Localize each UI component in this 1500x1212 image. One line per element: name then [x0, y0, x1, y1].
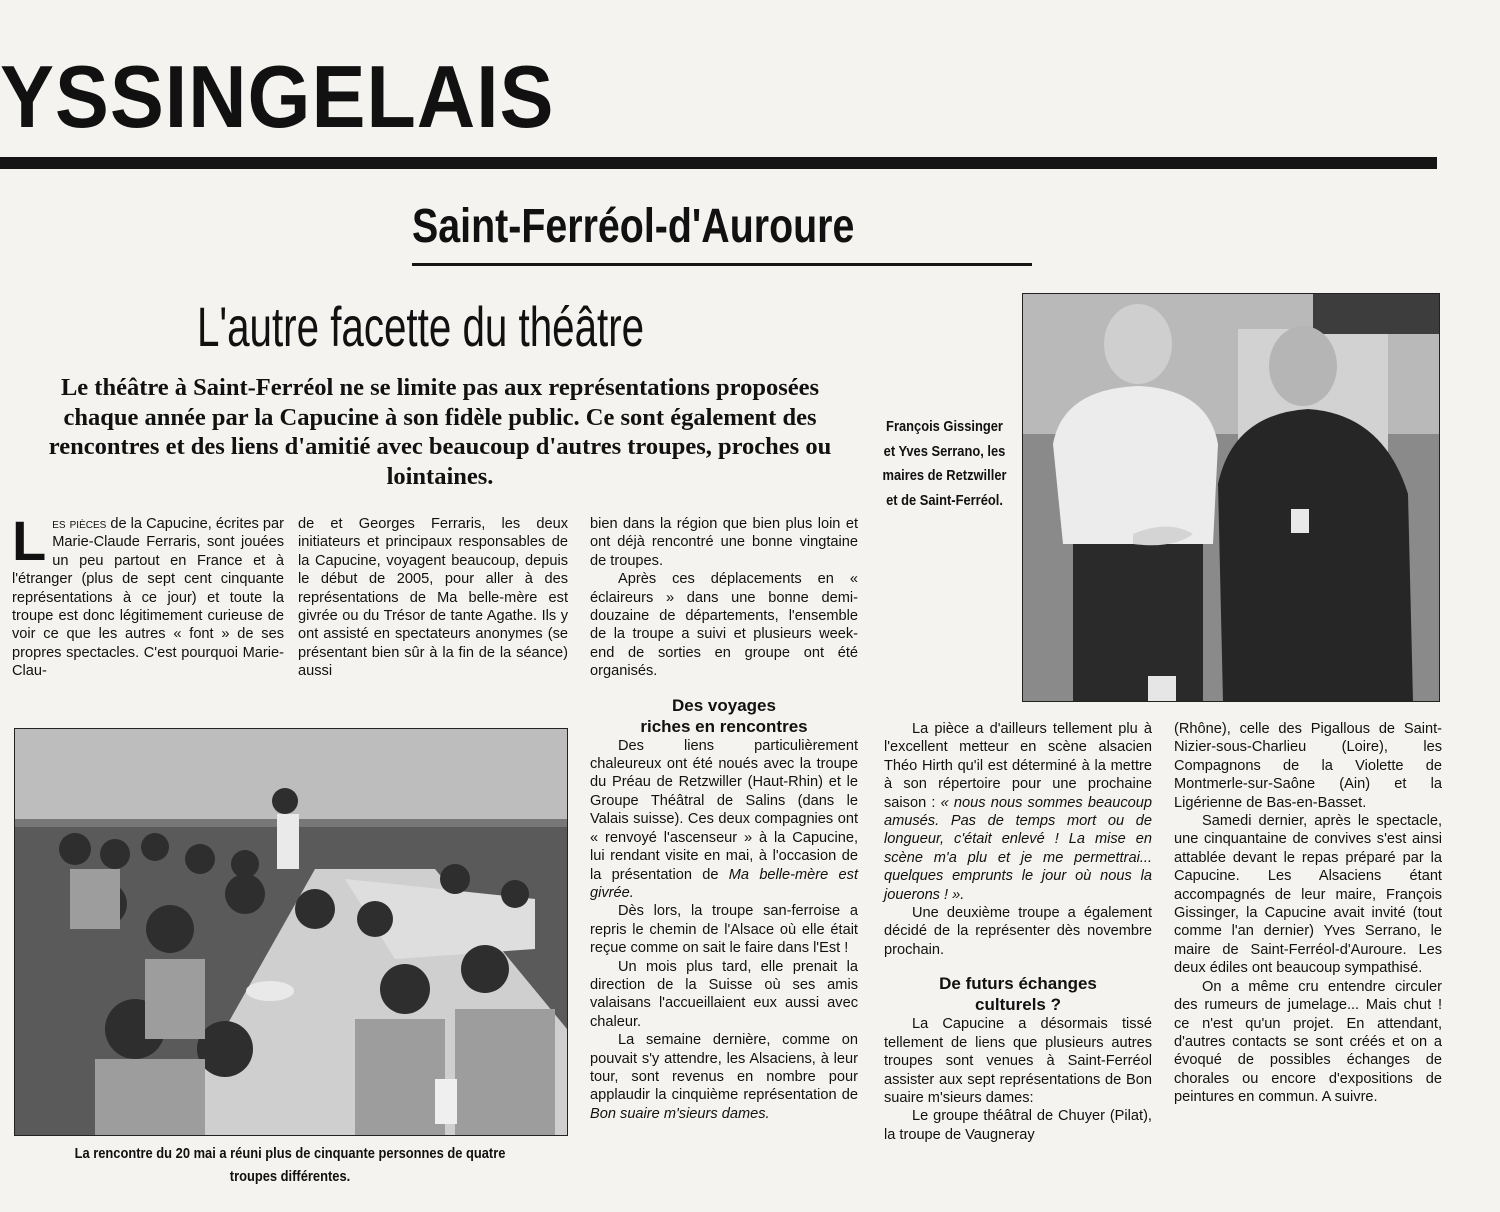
subhead-echanges-line-2: culturels ?	[975, 995, 1061, 1015]
column-3-para-5: Un mois plus tard, elle prenait la direction de la Suisse où ses amis valaisans l'accueillaient eux aussi avec chaleur.	[590, 958, 858, 1030]
column-3-para-3: Des liens particulièrement chaleureux ont été noués avec la troupe du Préau de Retzwiller (Haut-Rhin) et le Groupe Théâtral de Salins (dans le Valais suisse). Ces deux compagnies ont « renvoyé l'ascenseur » à la Capucine, lui rendant visite en mai, à l'occasion de la présentation de Ma belle-mère est givrée.	[590, 737, 859, 901]
banquet-photo	[14, 728, 568, 1136]
article-column-3	[590, 515, 858, 1123]
mayors-photo-caption: François Gissinger et Yves Serrano, les maires de Retzwiller et de Saint-Ferréol.	[882, 418, 1007, 509]
article-headline: L'autre facette du théâtre	[197, 295, 645, 358]
column-3-para-6: La semaine dernière, comme on pouvait s'y attendre, les Alsaciens, à leur tour, sont revenus en nombre pour applaudir la cinquième représentation de Bon suaire m'sieurs dames.	[590, 1032, 858, 1122]
column-4-para-3: La Capucine a désormais tissé tellement de liens que plusieurs autres troupes sont venues à Saint-Ferréol assister aux sept représentations de Bon suaire m'sieurs dames:	[884, 1016, 1152, 1106]
column-4-para-4: Le groupe théâtral de Chuyer (Pilat), la troupe de Vaugneray	[884, 1108, 1152, 1143]
subhead-voyages-line-2: riches en rencontres	[640, 716, 808, 736]
masthead-rule	[0, 157, 1437, 169]
column-1-text: de la Capucine, écrites par Marie-Claude Ferraris, sont jouées un peu partout en France et à l'étranger (plus de sept cent cinquante représentations à ce jour) et toute la troupe est donc légitimement curieuse de voir ce que les autres « font » de ses propres spectacles. C'est pourquoi Marie-Clau-	[12, 516, 285, 680]
subhead-echanges: De futurs échanges	[939, 974, 1097, 994]
lead-smallcaps: es pièces	[52, 516, 107, 532]
mayors-photo	[1022, 293, 1440, 702]
column-3-para-4: Dès lors, la troupe san-ferroise a repris le chemin de l'Alsace où elle était reçue comme on sait le faire dans l'Est !	[590, 903, 858, 957]
banquet-photo-illustration	[15, 729, 567, 1135]
article-column-1	[12, 509, 285, 681]
column-2-text: de et Georges Ferraris, les deux initiateurs et principaux responsables de la Capucine, voyagent beaucoup, depuis le début de 2005, pour aller à des représentations de Ma belle-mère est givrée ou du Trésor de tante Agathe. Ils y ont assisté en spectateurs anonymes (se présentant bien sûr à la fin de la séance) aussi	[298, 516, 568, 680]
article-column-4	[884, 720, 1152, 1144]
article-column-2	[298, 515, 568, 681]
section-title-underline	[412, 263, 1032, 266]
column-4-para-2: Une deuxième troupe a également décidé de la représenter dès novembre prochain.	[884, 905, 1152, 958]
column-5-para-3: On a même cru entendre circuler des rumeurs de jumelage... Mais chut ! ce n'est qu'un projet. En attendant, d'autres contacts se sont créés et on a évoqué de possibles échanges de chorales ou encore d'expositions de peintures en commun. A suivre.	[1174, 978, 1442, 1106]
column-5-para-1: (Rhône), celle des Pigallous de Saint-Nizier-sous-Charlieu (Loire), les Compagnons de la Violette de Montmerle-sur-Saône (Ain) et la Ligérienne de Bas-en-Basset.	[1174, 721, 1442, 811]
article-lead: Le théâtre à Saint-Ferréol ne se limite pas aux représentations proposées chaque année par la Capucine à son fidèle public. Ce sont également des rencontres et des liens d'amitié avec beaucoup d'autres troupes, proches ou lointaines.	[48, 374, 832, 490]
banquet-photo-caption: La rencontre du 20 mai a réuni plus de cinquante personnes de quatre troupes différentes.	[74, 1145, 506, 1185]
drop-cap: L	[12, 509, 47, 572]
newspaper-masthead: YSSINGELAIS	[0, 47, 555, 146]
section-town-title: Saint-Ferréol-d'Auroure	[412, 200, 855, 253]
mayors-photo-illustration	[1023, 294, 1439, 701]
article-column-5	[1174, 720, 1442, 1107]
column-5-para-2: Samedi dernier, après le spectacle, une cinquantaine de convives s'est ainsi attablée devant le repas préparé par la Capucine. Les Alsaciens étant accompagnés de leur maire, François Gissinger, la Capucine avait invité (tout comme l'an dernier) Yves Serrano, le maire de Saint-Ferréol-d'Auroure. Les deux édiles ont beaucoup sympathisé.	[1174, 813, 1442, 977]
subhead-voyages: Des voyages	[672, 695, 776, 715]
column-3-para-1: bien dans la région que bien plus loin et ont déjà rencontré une bonne vingtaine de troupes.	[590, 516, 858, 569]
column-4-para-1: La pièce a d'ailleurs tellement plu à l'excellent metteur en scène alsacien Théo Hirth qu'il est déterminé à la mettre à son répertoire pour une prochaine saison : « nous nous sommes beaucoup amusés. Pas de temps mort ou de longueur, c'était enlevé ! La mise en scène m'a plu et je me permettrai... quelques emprunts le jour où nous la jouerons ! ».	[884, 721, 1152, 903]
column-3-para-2: Après ces déplacements en « éclaireurs » dans une bonne demi-douzaine de départements, l'ensemble de la troupe a suivi et plusieurs week-end de sorties en groupe ont été organisés.	[590, 571, 858, 680]
